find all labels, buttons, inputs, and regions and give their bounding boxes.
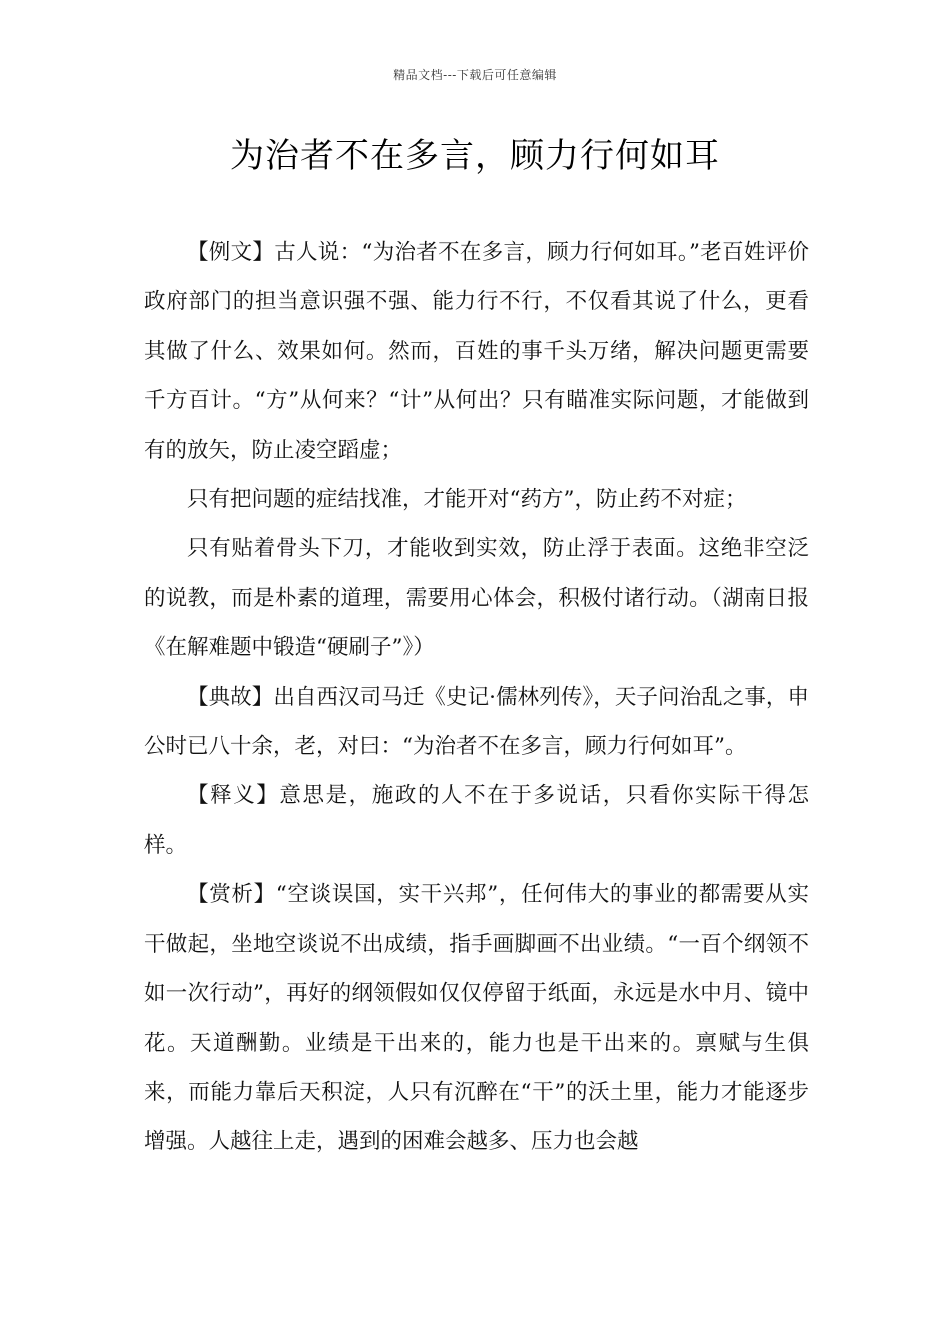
paragraph-appreciation: 【赏析】“空谈误国，实干兴邦”，任何伟大的事业的都需要从实干做起，坐地空谈说不出成绩，指手画脚画不出业绩。“一百个纲领不如一次行动”，再好的纲领假如仅仅停留于纸面，永远是水中月、镜中花。天道酬勤。业绩是干出来的，能力也是干出来的。禀赋与生俱来，而能力靠后天积淀，人只有沉醉在“干”的沃土里，能力才能逐步增强。人越往上走，遇到的困难会越多、压力也会越 bbox=[144, 882, 809, 1155]
header-note: 精品文档---下载后可任意编辑 bbox=[393, 68, 557, 82]
paragraph-example-cont-1: 只有把问题的症结找准，才能开对“药方”，防止药不对症； bbox=[187, 487, 747, 513]
document-body bbox=[144, 228, 809, 1167]
paragraph-example: 【例文】古人说：“为治者不在多言，顾力行何如耳。”老百姓评价政府部门的担当意识强不强、能力行不行，不仅看其说了什么，更看其做了什么、效果如何。然而，百姓的事千头万绪，解决问题更需要千方百计。“方”从何来？“计”从何出？只有瞄准实际问题，才能做到有的放矢，防止凌空蹈虚； bbox=[144, 240, 809, 463]
paragraph-example-cont-2: 只有贴着骨头下刀，才能收到实效，防止浮于表面。这绝非空泛的说教，而是朴素的道理，需要用心体会，积极付诸行动。（湖南日报《在解难题中锻造“硬刷子”》） bbox=[144, 536, 809, 661]
paragraph-allusion: 【典故】出自西汉司马迁《史记·儒林列传》，天子问治乱之事，申公时已八十余，老，对曰：“为治者不在多言，顾力行何如耳”。 bbox=[144, 684, 809, 760]
document-title: 为治者不在多言，顾力行何如耳 bbox=[230, 136, 720, 176]
paragraph-meaning: 【释义】意思是，施政的人不在于多说话，只看你实际干得怎样。 bbox=[144, 783, 809, 858]
